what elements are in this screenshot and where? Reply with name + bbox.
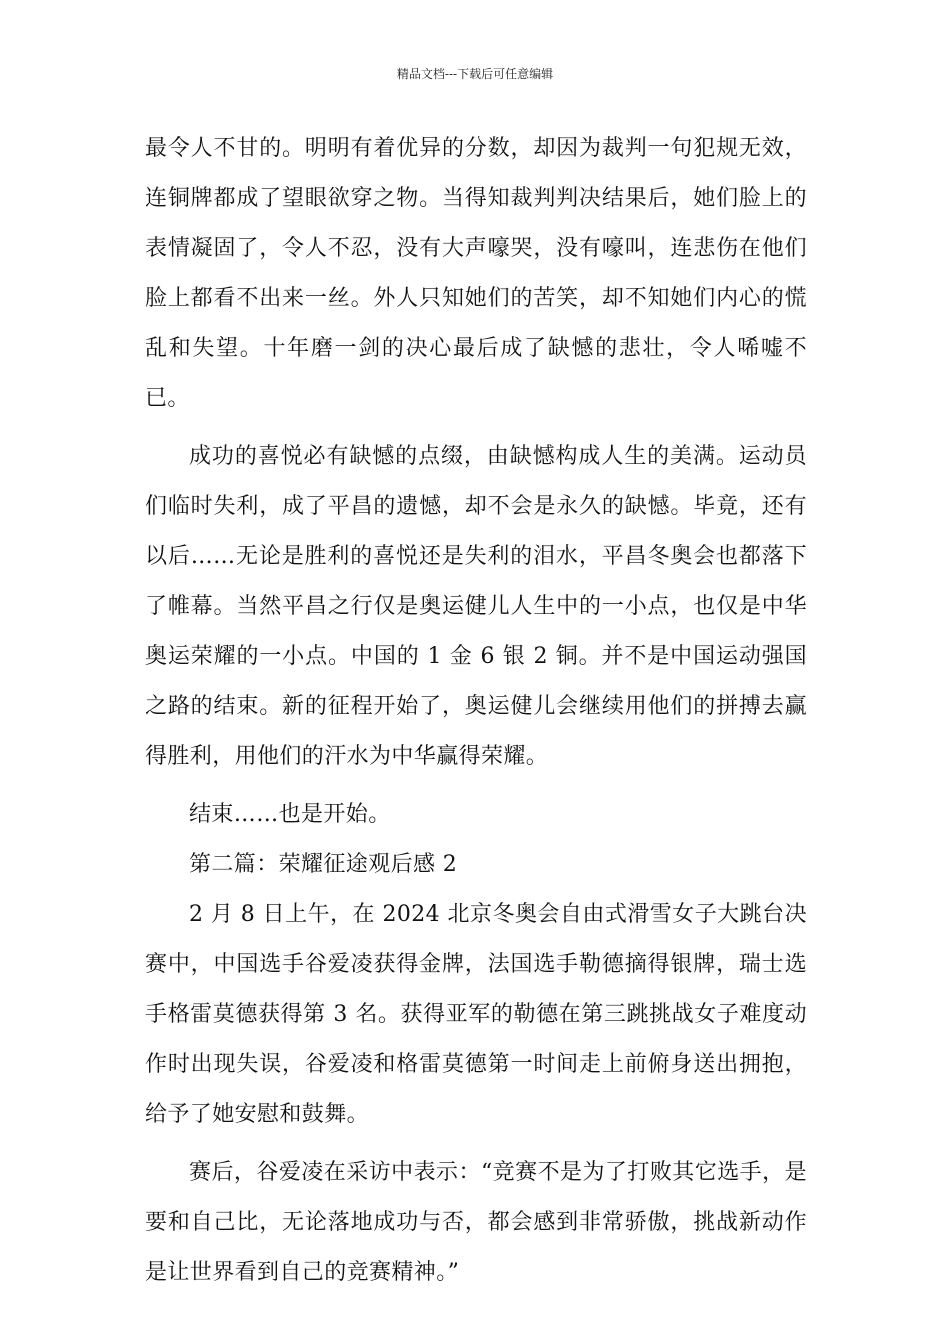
section-heading: 第二篇：荣耀征途观后感 2 <box>189 852 458 877</box>
paragraph: 最令人不甘的。明明有着优异的分数，却因为裁判一句犯规无效，连铜牌都成了望眼欲穿之物。当得知裁判判决结果后，她们脸上的表情凝固了，令人不忍，没有大声嚎哭，没有嚎叫，连悲伤在他们脸上都看不出来一丝。外人只知她们的苦笑，却不知她们内心的慌乱和失望。十年磨一剑的决心最后成了缺憾的悲壮，令人唏嘘不已。 <box>145 136 807 411</box>
paragraph: 成功的喜悦必有缺憾的点缀，由缺憾构成人生的美满。运动员们临时失利，成了平昌的遗憾，却不会是永久的缺憾。毕竟，还有以后……无论是胜利的喜悦还是失利的泪水，平昌冬奥会也都落下了帷幕。当然平昌之行仅是奥运健儿人生中的一小点，也仅是中华奥运荣耀的一小点。中国的 1 金 6 银 2 铜。并不是中国运动强国之路的结束。新的征程开始了，奥运健儿会继续用他们的拼搏去赢得胜利，用他们的汗水为中华赢得荣耀。 <box>145 444 807 769</box>
paragraph: 2 月 8 日上午，在 2024 北京冬奥会自由式滑雪女子大跳台决赛中，中国选手谷爱凌获得金牌，法国选手勒德摘得银牌，瑞士选手格雷莫德获得第 3 名。获得亚军的勒德在第三跳挑战女子难度动作时出现失误，谷爱凌和格雷莫德第一时间走上前俯身送出拥抱，给予了她安慰和鼓舞。 <box>145 902 807 1127</box>
paragraph: 赛后，谷爱凌在采访中表示：“竞赛不是为了打败其它选手，是要和自己比，无论落地成功与否，都会感到非常骄傲，挑战新动作是让世界看到自己的竞赛精神。” <box>145 1160 807 1285</box>
page-header: 精品文档---下载后可任意编辑 <box>396 67 554 81</box>
document-body <box>145 124 807 1298</box>
paragraph: 结束……也是开始。 <box>189 802 391 827</box>
